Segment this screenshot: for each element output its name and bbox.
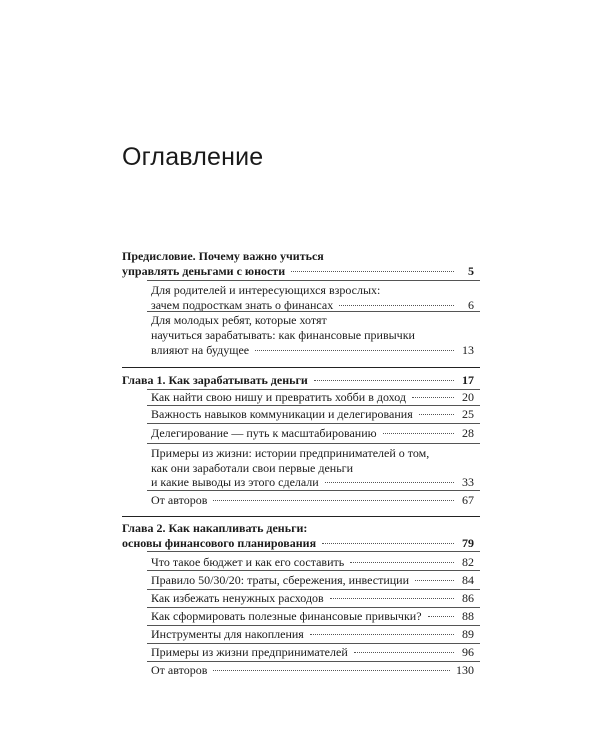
divider [147,607,480,608]
page-number: 84 [462,573,474,587]
chapter1-item4-line3: и какие выводы из этого сделали [151,475,319,489]
divider [147,490,480,491]
toc-entry-chapter2[interactable] [122,536,474,550]
preface-sub1-line1: Для родителей и интересующихся взрослых: [151,283,381,297]
dot-leader [419,414,454,415]
dot-leader [213,670,450,671]
page-number: 20 [462,390,474,404]
page-number: 89 [462,627,474,641]
chapter2-heading-line1: Глава 2. Как накапливать деньги: [122,521,308,535]
chapter1-item4-line2: как они заработали свои первые деньги [151,461,354,475]
page-number: 33 [462,475,474,489]
dot-leader [415,580,454,581]
page-number: 86 [462,591,474,605]
dot-leader [339,305,454,306]
toc-entry-preface[interactable] [122,264,474,278]
section-divider [122,367,480,368]
page-number: 82 [462,555,474,569]
page-number: 28 [462,426,474,440]
toc-entry-chapter2-item1[interactable] [151,555,474,569]
page-number: 6 [468,298,474,312]
preface-sub2-line2: научиться зарабатывать: как финансовые привычки [151,328,415,342]
divider [147,625,480,626]
divider [147,589,480,590]
preface-sub1-line2: зачем подросткам знать о финансах [151,298,334,312]
dot-leader [213,500,454,501]
dot-leader [354,652,454,653]
toc-entry-chapter1-item1[interactable] [151,390,474,404]
dot-leader [330,598,454,599]
page-number: 130 [456,663,474,677]
dot-leader [325,482,454,483]
item-title: Как сформировать полезные финансовые привычки? [151,609,422,623]
divider [147,443,480,444]
divider [147,423,480,424]
item-title: Что такое бюджет и как его составить [151,555,345,569]
page-number: 25 [462,407,474,421]
toc-entry-chapter2-item6[interactable] [151,645,474,659]
toc-entry-chapter1-item5[interactable] [151,493,474,507]
item-title: Инструменты для накопления [151,627,304,641]
toc-entry-chapter2-item4[interactable] [151,609,474,623]
divider [147,311,480,312]
section-divider [122,516,480,517]
page-number: 96 [462,645,474,659]
chapter1-item4-line1: Примеры из жизни: истории предпринимателей о том, [151,446,430,460]
item-title: От авторов [151,493,208,507]
toc-entry-chapter1-item4[interactable] [151,475,474,489]
item-title: Делегирование — путь к масштабированию [151,426,377,440]
dot-leader [383,433,454,434]
dot-leader [314,380,454,381]
page-number: 17 [462,373,474,387]
item-title: Правило 50/30/20: траты, сбережения, инвестиции [151,573,409,587]
chapter1-heading: Глава 1. Как зарабатывать деньги [122,373,308,387]
toc-entry-chapter2-item5[interactable] [151,627,474,641]
item-title: Как найти свою нишу и превратить хобби в доход [151,390,406,404]
dot-leader [291,271,454,272]
page-number: 13 [462,343,474,357]
page-number: 88 [462,609,474,623]
toc-entry-chapter2-item2[interactable] [151,573,474,587]
chapter2-heading-line2: основы финансового планирования [122,536,317,550]
page-number: 67 [462,493,474,507]
toc-entry-chapter2-item7[interactable] [151,663,474,677]
page-number: 5 [468,264,474,278]
dot-leader [255,350,454,351]
divider [147,570,480,571]
preface-sub2-line1: Для молодых ребят, которые хотят [151,313,327,327]
dot-leader [350,562,454,563]
divider [147,643,480,644]
dot-leader [310,634,454,635]
item-title: От авторов [151,663,208,677]
item-title: Примеры из жизни предпринимателей [151,645,348,659]
item-title: Как избежать ненужных расходов [151,591,324,605]
toc-entry-chapter2-item3[interactable] [151,591,474,605]
toc-entry-chapter1-item2[interactable] [151,407,474,421]
toc-entry-preface-sub2[interactable] [151,343,474,357]
preface-heading-line2: управлять деньгами с юности [122,264,286,278]
dot-leader [322,543,454,544]
preface-sub2-line3: влияют на будущее [151,343,250,357]
toc-entry-chapter1-item3[interactable] [151,426,474,440]
item-title: Важность навыков коммуникации и делегирования [151,407,413,421]
dot-leader [412,397,454,398]
preface-heading-line1: Предисловие. Почему важно учиться [122,249,324,263]
divider [147,661,480,662]
divider [147,551,480,552]
toc-entry-preface-sub1[interactable] [151,298,474,312]
toc-entry-chapter1[interactable] [122,373,474,387]
dot-leader [428,616,454,617]
page-number: 79 [462,536,474,550]
divider [147,405,480,406]
divider [147,280,480,281]
page-title: Оглавление [122,143,264,171]
